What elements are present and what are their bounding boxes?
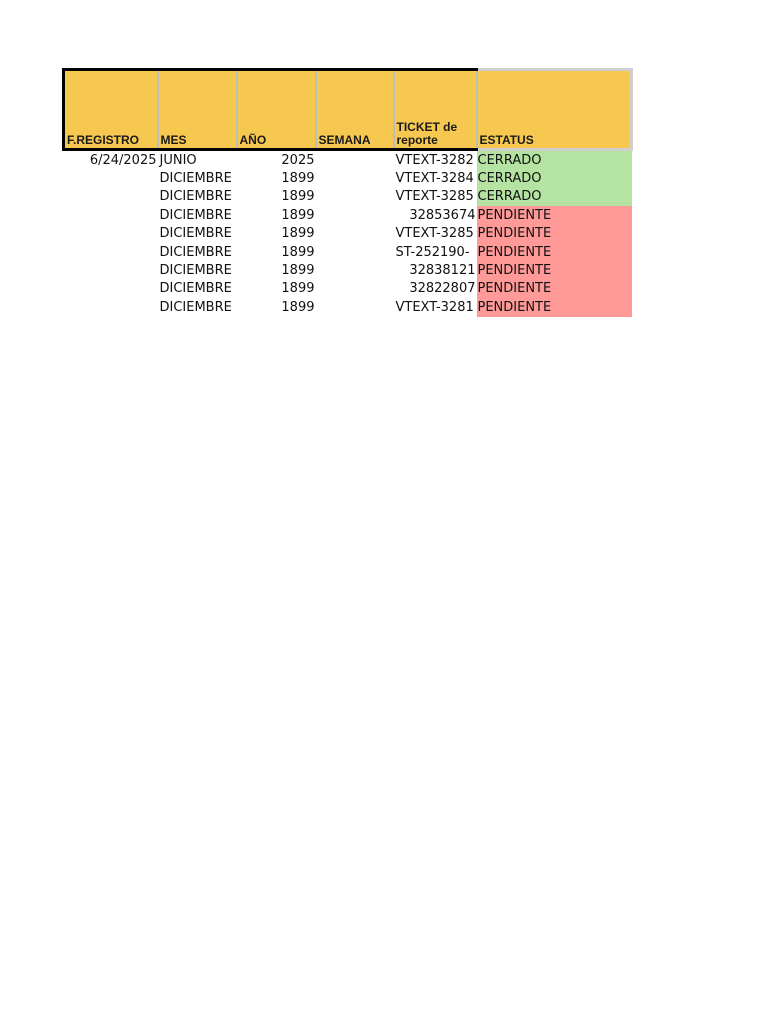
- cell-estatus[interactable]: PENDIENTE: [477, 261, 632, 279]
- cell-estatus[interactable]: PENDIENTE: [477, 298, 632, 316]
- spreadsheet: [62, 68, 633, 317]
- cell-anio[interactable]: 1899: [281, 299, 315, 315]
- cell-anio[interactable]: 1899: [281, 226, 315, 242]
- cell-fregistro[interactable]: [64, 280, 158, 298]
- table-row: [64, 188, 632, 206]
- cell-mes[interactable]: DICIEMBRE: [159, 189, 232, 205]
- cell-estatus[interactable]: PENDIENTE: [477, 206, 632, 224]
- table-row: [64, 150, 632, 170]
- cell-ticket[interactable]: VTEXT-3285: [395, 226, 474, 242]
- cell-ticket[interactable]: VTEXT-3284: [395, 171, 474, 187]
- cell-semana[interactable]: [316, 169, 394, 187]
- tickets-table: [62, 68, 633, 317]
- cell-anio[interactable]: 2025: [281, 152, 315, 168]
- cell-semana[interactable]: [316, 188, 394, 206]
- header-mes[interactable]: MES: [158, 70, 237, 150]
- cell-estatus[interactable]: PENDIENTE: [477, 280, 632, 298]
- header-semana[interactable]: SEMANA: [316, 70, 394, 150]
- cell-anio[interactable]: 1899: [281, 171, 315, 187]
- cell-mes[interactable]: DICIEMBRE: [159, 226, 232, 242]
- cell-ticket[interactable]: 32853674: [409, 207, 476, 223]
- header-ticket[interactable]: TICKET de reporte: [394, 70, 477, 150]
- table-row: [64, 298, 632, 316]
- cell-fregistro[interactable]: [64, 298, 158, 316]
- table-row: [64, 225, 632, 243]
- cell-fregistro[interactable]: [64, 169, 158, 187]
- cell-mes[interactable]: JUNIO: [159, 152, 197, 168]
- header-fregistro[interactable]: F.REGISTRO: [64, 70, 158, 150]
- cell-mes[interactable]: DICIEMBRE: [159, 207, 232, 223]
- cell-fregistro[interactable]: [64, 225, 158, 243]
- table-row: [64, 280, 632, 298]
- table-row: [64, 243, 632, 261]
- cell-ticket[interactable]: 32822807: [409, 281, 476, 297]
- cell-fregistro[interactable]: [64, 188, 158, 206]
- cell-anio[interactable]: 1899: [281, 189, 315, 205]
- cell-semana[interactable]: [316, 243, 394, 261]
- cell-fregistro[interactable]: [64, 243, 158, 261]
- cell-semana[interactable]: [316, 225, 394, 243]
- cell-ticket[interactable]: VTEXT-3285: [395, 189, 474, 205]
- cell-ticket[interactable]: ST-252190-: [395, 244, 470, 260]
- cell-semana[interactable]: [316, 206, 394, 224]
- table-row: [64, 261, 632, 279]
- header-row: [64, 70, 632, 150]
- cell-anio[interactable]: 1899: [281, 207, 315, 223]
- cell-mes[interactable]: DICIEMBRE: [159, 263, 232, 279]
- cell-estatus[interactable]: CERRADO: [477, 188, 632, 206]
- cell-mes[interactable]: DICIEMBRE: [159, 244, 232, 260]
- cell-semana[interactable]: [316, 261, 394, 279]
- cell-anio[interactable]: 1899: [281, 263, 315, 279]
- cell-fregistro[interactable]: 6/24/2025: [89, 152, 157, 168]
- cell-ticket[interactable]: VTEXT-3281: [395, 299, 474, 315]
- cell-mes[interactable]: DICIEMBRE: [159, 171, 232, 187]
- cell-estatus[interactable]: CERRADO: [477, 169, 632, 187]
- cell-fregistro[interactable]: [64, 206, 158, 224]
- cell-ticket[interactable]: 32838121: [409, 263, 476, 279]
- cell-ticket[interactable]: VTEXT-3282: [395, 152, 474, 168]
- header-anio[interactable]: AÑO: [237, 70, 316, 150]
- table-row: [64, 206, 632, 224]
- cell-semana[interactable]: [316, 298, 394, 316]
- cell-anio[interactable]: 1899: [281, 244, 315, 260]
- cell-estatus[interactable]: PENDIENTE: [477, 225, 632, 243]
- cell-mes[interactable]: DICIEMBRE: [159, 281, 232, 297]
- header-estatus[interactable]: ESTATUS: [477, 70, 632, 150]
- cell-fregistro[interactable]: [64, 261, 158, 279]
- cell-estatus[interactable]: CERRADO: [477, 150, 632, 170]
- cell-mes[interactable]: DICIEMBRE: [159, 299, 232, 315]
- cell-anio[interactable]: 1899: [281, 281, 315, 297]
- cell-semana[interactable]: [316, 280, 394, 298]
- table-row: [64, 169, 632, 187]
- cell-estatus[interactable]: PENDIENTE: [477, 243, 632, 261]
- cell-semana[interactable]: [316, 150, 394, 170]
